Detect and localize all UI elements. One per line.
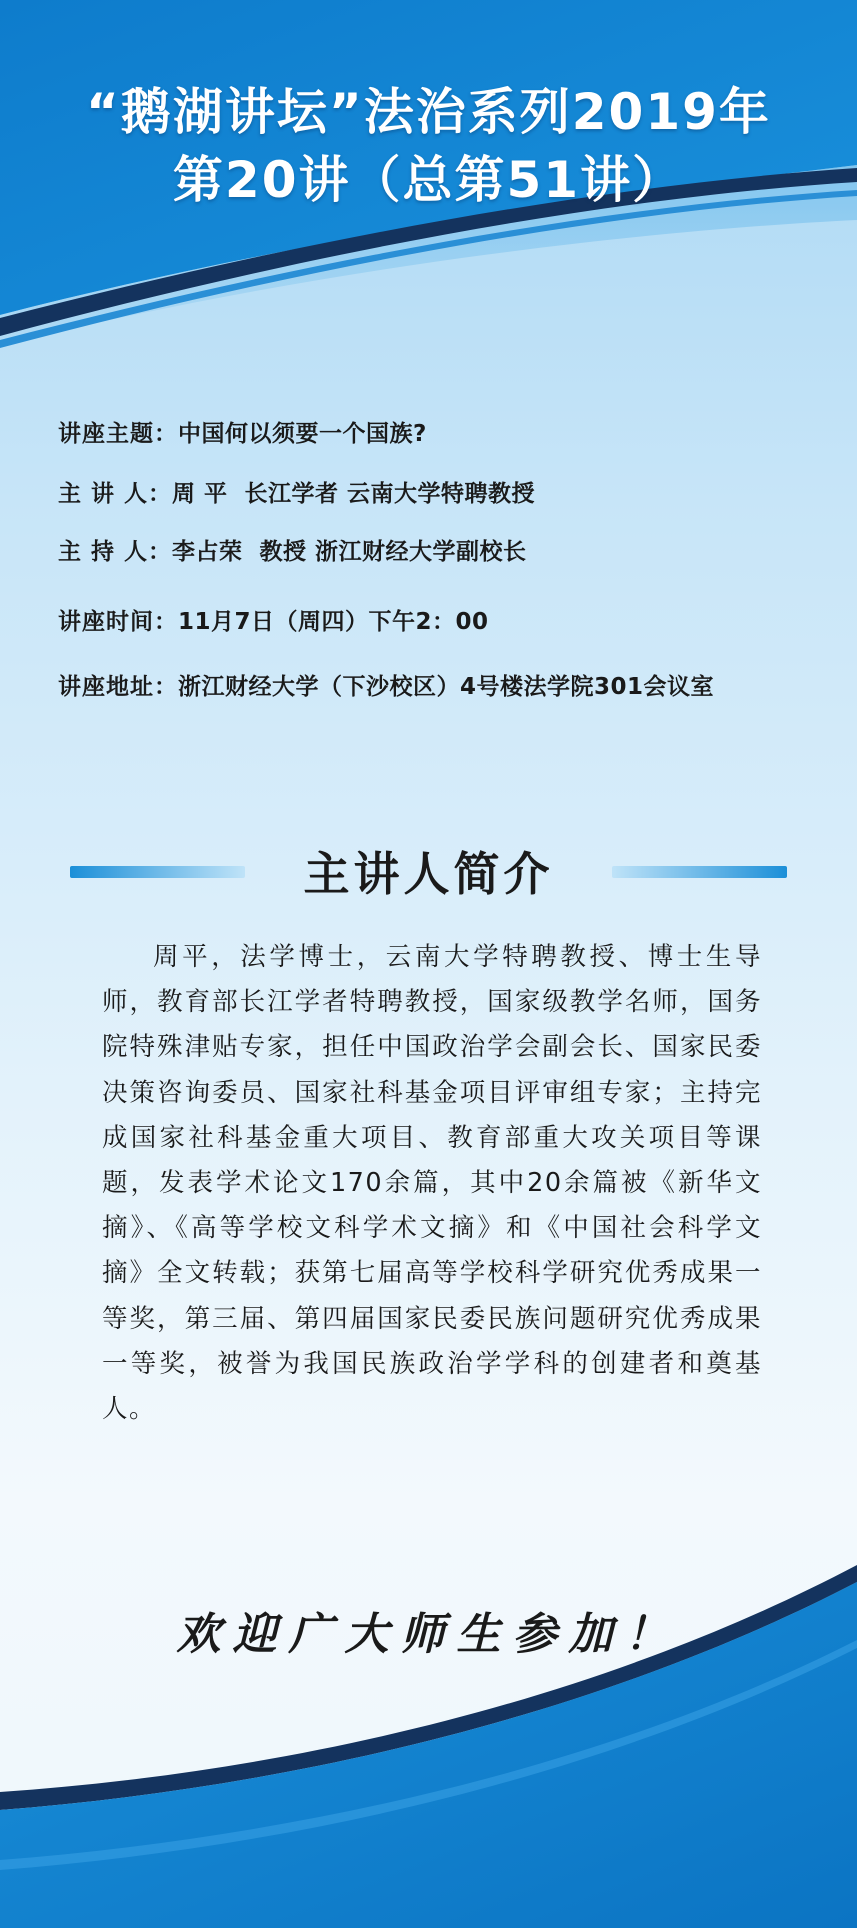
place-label: 讲座地址： <box>58 674 178 700</box>
info-row-speaker <box>58 475 848 508</box>
speaker-value: 周 平 长江学者 云南大学特聘教授 <box>172 481 536 507</box>
info-row-time <box>58 603 848 636</box>
info-row-place <box>58 668 848 701</box>
time-value: 11月7日（周四）下午2：00 <box>178 609 489 635</box>
topic-value: 中国何以须要一个国族? <box>178 421 427 447</box>
bio-text: 周平，法学博士，云南大学特聘教授、博士生导师，教育部长江学者特聘教授，国家级教学名师，国务院特殊津贴专家，担任中国政治学会副会长、国家民委决策咨询委员、国家社科基金项目评审组专家；主持完成国家社科基金重大项目、教育部重大攻关项目等课题，发表学术论文170余篇，其中20余篇被《新华文摘》、《高等学校文科学术文摘》和《中国社会科学文摘》全文转载；获第七届高等学校科学研究优秀成果一等奖，第三届、第四届国家民委民族问题研究优秀成果一等奖，被誉为我国民族政治学学科的创建者和奠基人。 <box>102 942 762 1425</box>
speaker-label: 主 讲 人： <box>58 481 173 507</box>
info-row-topic <box>58 415 848 448</box>
title-line-1: “鹅湖讲坛”法治系列2019年 <box>86 83 771 141</box>
title-line-2: 第20讲（总第51讲） <box>172 151 685 209</box>
place-value: 浙江财经大学（下沙校区）4号楼法学院301会议室 <box>178 674 715 700</box>
info-row-host <box>58 533 848 566</box>
host-value: 李占荣 教授 浙江财经大学副校长 <box>172 539 527 565</box>
bio-heading: 主讲人简介 <box>303 847 554 901</box>
topic-label: 讲座主题： <box>58 421 178 447</box>
time-label: 讲座时间： <box>58 609 178 635</box>
welcome-message: 欢迎广大师生参加！ <box>176 1609 681 1660</box>
host-label: 主 持 人： <box>58 539 173 565</box>
